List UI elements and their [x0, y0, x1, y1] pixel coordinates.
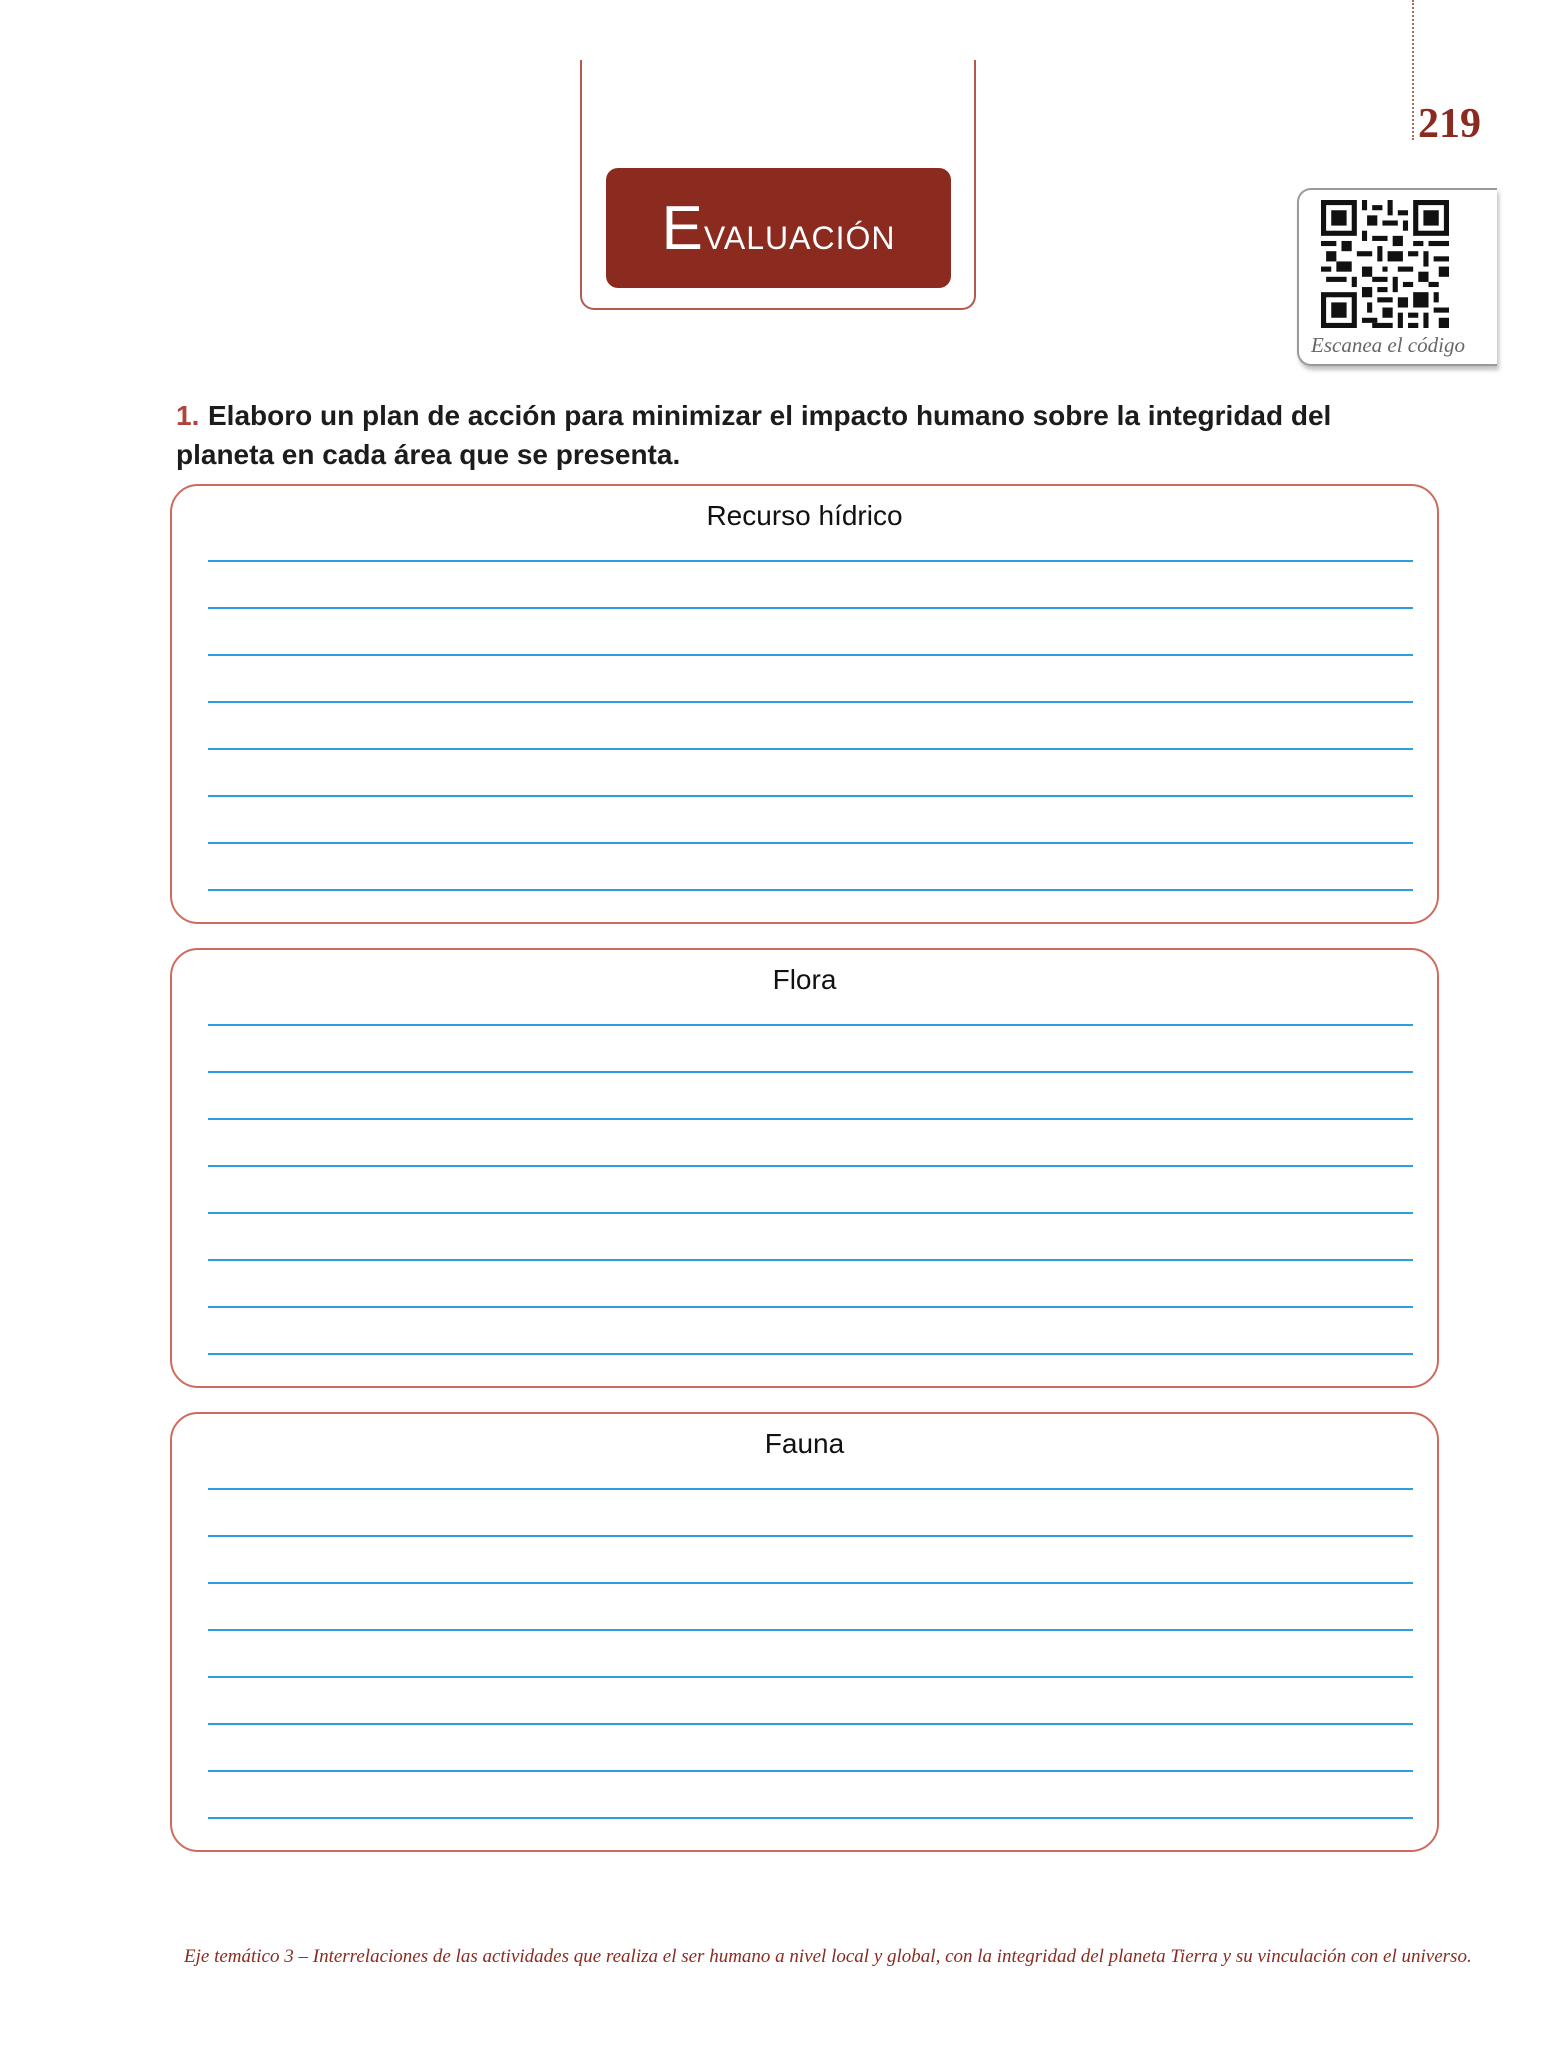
writing-line[interactable]	[208, 560, 1413, 562]
question-text: Elaboro un plan de acción para minimizar el impacto humano sobre la integridad del planeta en cada área que se presenta.	[176, 400, 1332, 470]
writing-line[interactable]	[208, 701, 1413, 703]
section-title-badge	[606, 168, 951, 288]
writing-line[interactable]	[208, 1676, 1413, 1678]
writing-line[interactable]	[208, 1817, 1413, 1819]
writing-line[interactable]	[208, 1535, 1413, 1537]
writing-line[interactable]	[208, 1118, 1413, 1120]
writing-line[interactable]	[208, 1770, 1413, 1772]
qr-code-icon	[1321, 200, 1449, 328]
writing-line[interactable]	[208, 842, 1413, 844]
writing-line[interactable]	[208, 1071, 1413, 1073]
writing-line[interactable]	[208, 654, 1413, 656]
writing-line[interactable]	[208, 607, 1413, 609]
writing-line[interactable]	[208, 1259, 1413, 1261]
answer-box-title: Recurso hídrico	[706, 500, 903, 531]
writing-line[interactable]	[208, 1306, 1413, 1308]
page-number: 219	[1418, 101, 1481, 147]
writing-line[interactable]	[208, 748, 1413, 750]
answer-box-fauna	[170, 1412, 1439, 1852]
section-title: Evaluación	[661, 193, 896, 263]
question-1	[176, 396, 1436, 474]
qr-code-card[interactable]	[1297, 188, 1497, 366]
writing-line[interactable]	[208, 889, 1413, 891]
writing-line[interactable]	[208, 1723, 1413, 1725]
writing-line[interactable]	[208, 1629, 1413, 1631]
writing-line[interactable]	[208, 1212, 1413, 1214]
qr-caption: Escanea el código	[1311, 333, 1465, 357]
writing-line[interactable]	[208, 1488, 1413, 1490]
writing-line[interactable]	[208, 1165, 1413, 1167]
writing-line[interactable]	[208, 1353, 1413, 1355]
writing-line[interactable]	[208, 1024, 1413, 1026]
writing-line[interactable]	[208, 795, 1413, 797]
answer-box-recurso-hidrico	[170, 484, 1439, 924]
writing-line[interactable]	[208, 1582, 1413, 1584]
question-number: 1.	[176, 400, 200, 431]
footer-note: Eje temático 3 – Interrelaciones de las actividades que realiza el ser humano a nivel local y global, con la integridad del planeta Tierra y su vinculación con el universo.	[184, 1946, 1472, 1967]
answer-box-title: Fauna	[764, 1428, 845, 1459]
answer-box-title: Flora	[772, 964, 837, 995]
page-edge-dotted-line	[1412, 0, 1414, 140]
answer-box-flora	[170, 948, 1439, 1388]
